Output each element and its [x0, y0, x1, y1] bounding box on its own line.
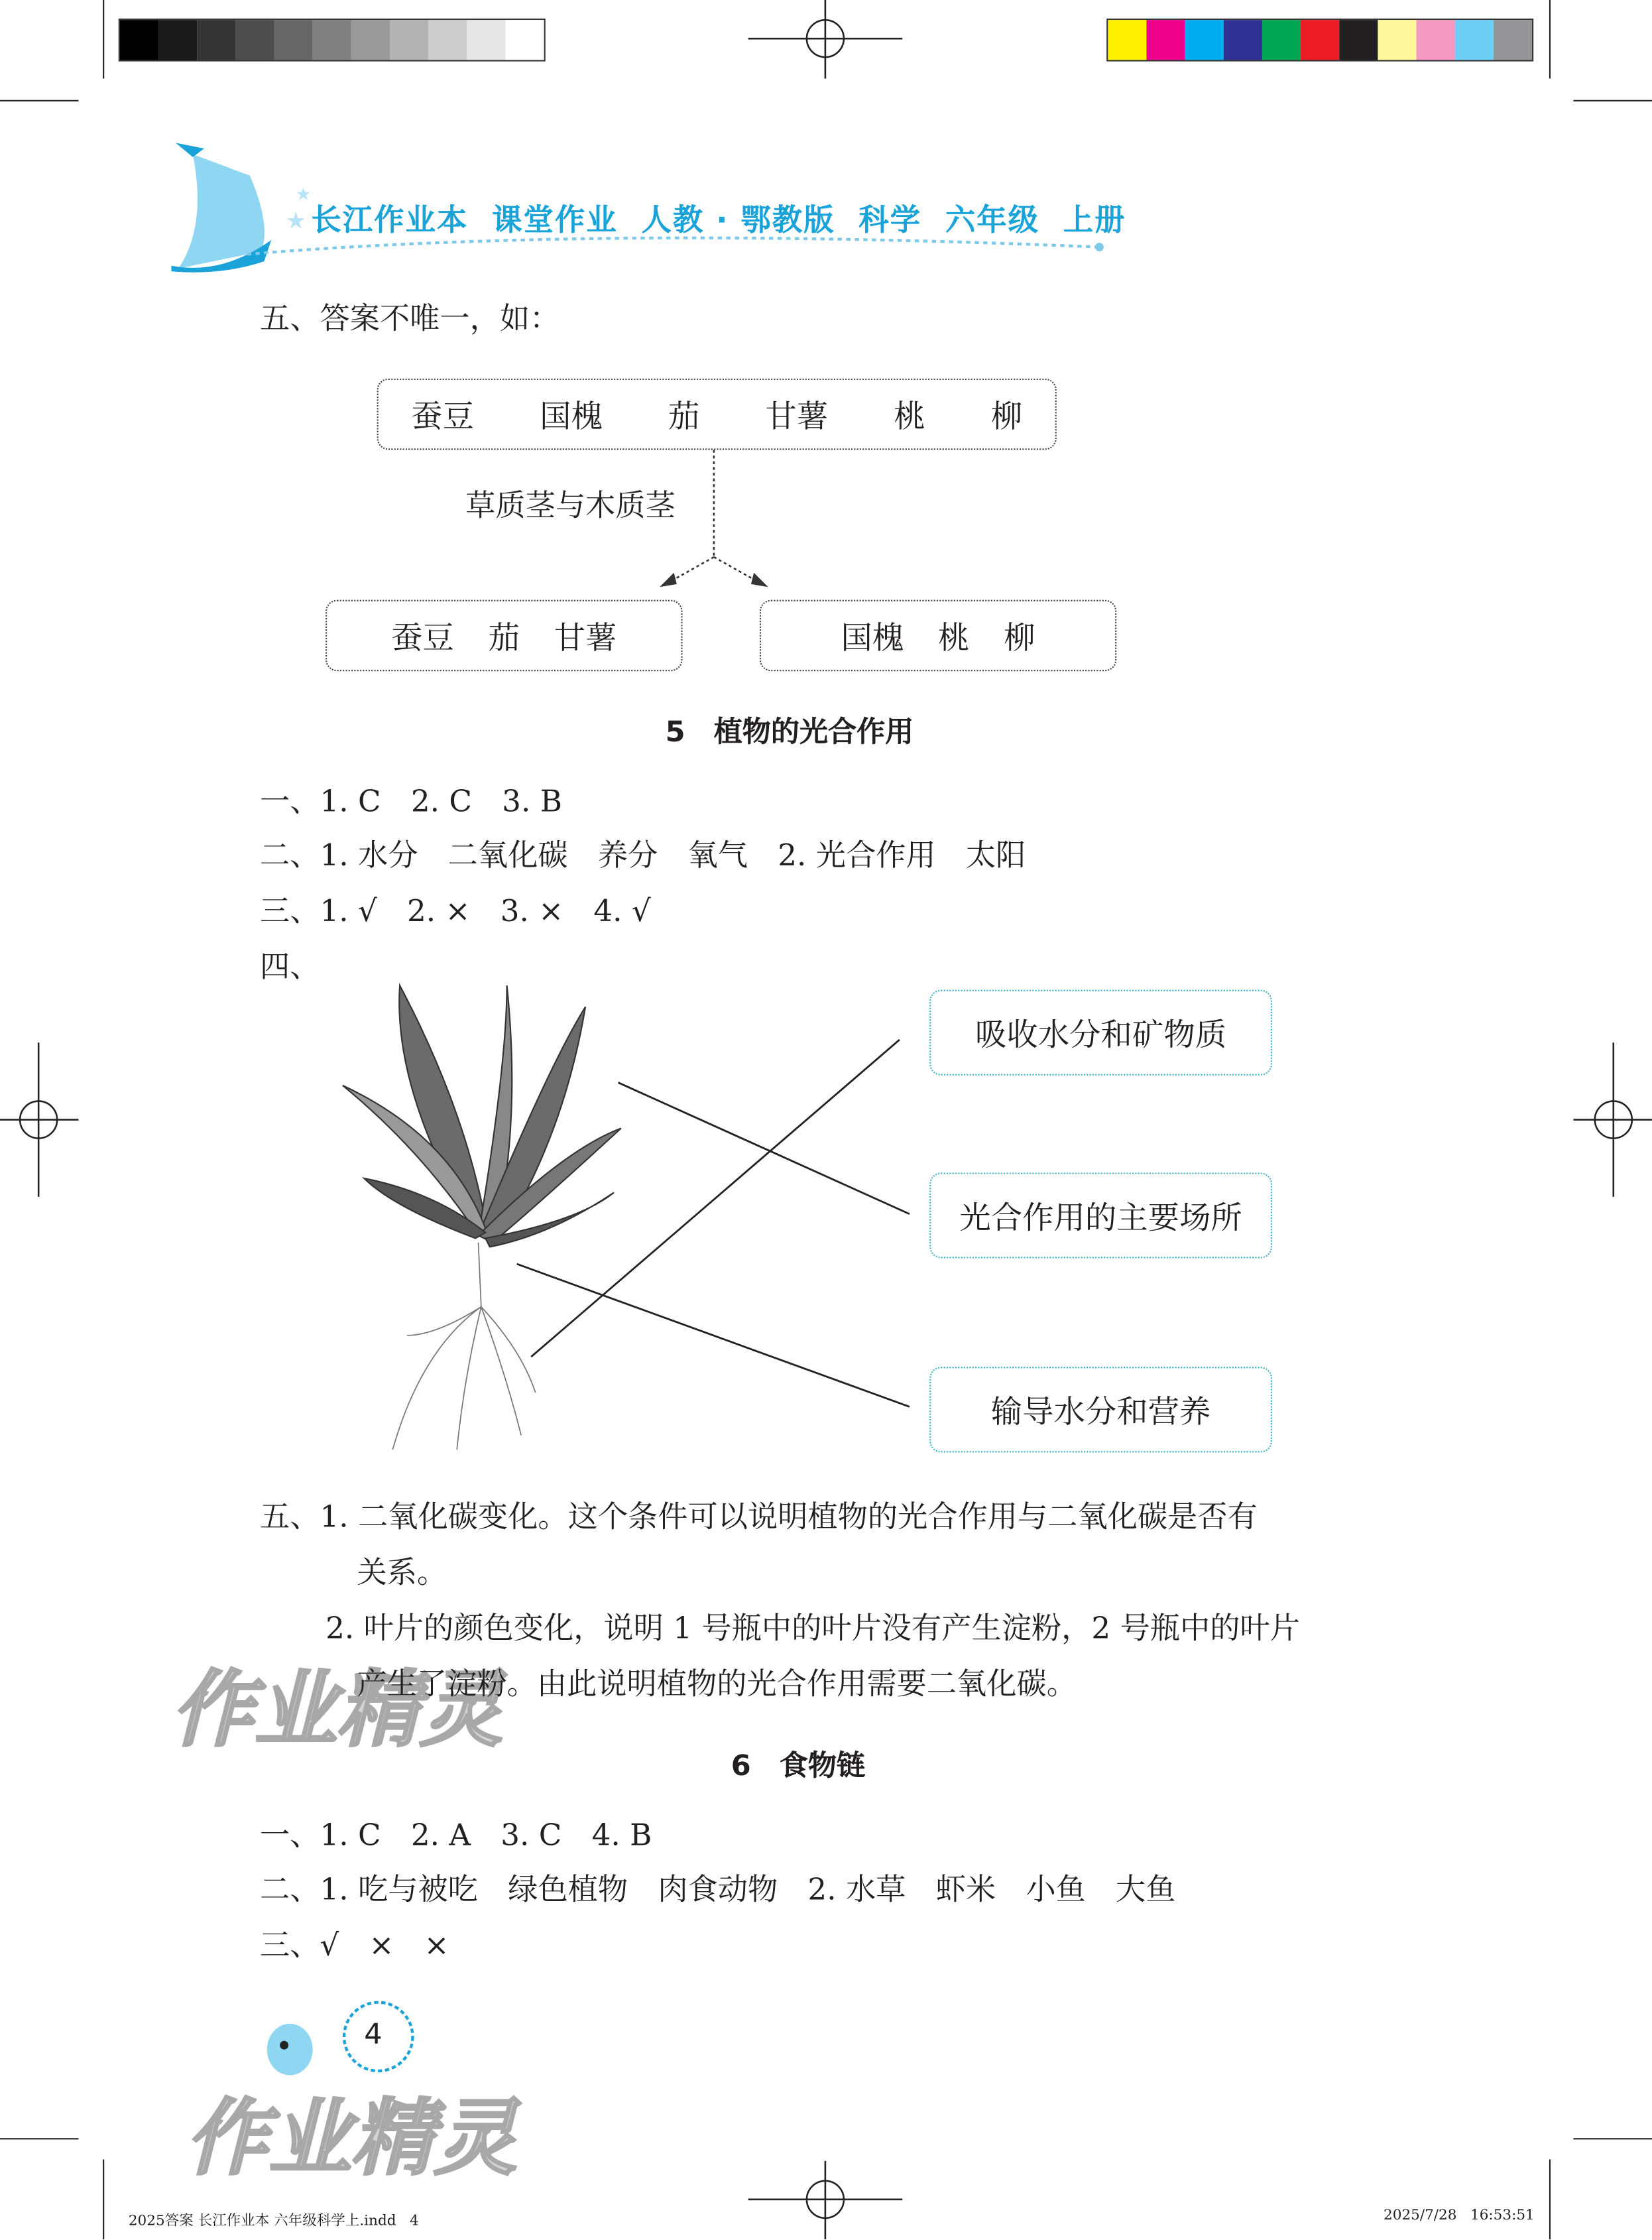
- section-5-title: 5 植物的光合作用: [665, 714, 914, 749]
- answer-line: 四、: [259, 950, 320, 984]
- match-option-root: 吸收水分和矿物质: [929, 990, 1272, 1076]
- answer-line: 五、1. 二氧化碳变化。这个条件可以说明植物的光合作用与二氧化碳是否有: [259, 1499, 1258, 1534]
- watermark: 作业精灵: [185, 2089, 517, 2187]
- plant: 蚕豆: [391, 620, 454, 656]
- answer-line: 二、1. 水分 二氧化碳 养分 氧气 2. 光合作用 太阳: [259, 838, 1026, 873]
- plant: 茄: [668, 399, 700, 435]
- answer-line: 一、1. C 2. C 3. B: [259, 784, 562, 819]
- match-option-leaf: 光合作用的主要场所: [929, 1172, 1272, 1258]
- answer-line: 三、1. √ 2. × 3. × 4. √: [259, 894, 651, 928]
- answer-line: 关系。: [357, 1555, 447, 1590]
- plant: 茄: [488, 620, 520, 656]
- match-option-stem: 输导水分和营养: [929, 1367, 1272, 1452]
- answer-line: 二、1. 吃与被吃 绿色植物 肉食动物 2. 水草 虾米 小鱼 大鱼: [259, 1872, 1176, 1907]
- plant: 柳: [990, 399, 1023, 435]
- criterion-label: 草质茎与木质茎: [465, 488, 676, 523]
- footer-timestamp: 2025/7/28 16:53:51: [1384, 2208, 1535, 2224]
- plant: 桃: [894, 399, 925, 435]
- plant: 甘薯: [765, 399, 829, 435]
- plant: 国槐: [841, 620, 904, 656]
- plant: 柳: [1004, 620, 1035, 656]
- page-number: 4: [364, 2017, 383, 2051]
- answer-line: 一、1. C 2. A 3. C 4. B: [259, 1818, 652, 1853]
- svg-text:★: ★: [285, 208, 306, 235]
- plant: 蚕豆: [411, 399, 475, 435]
- watermark: 作业精灵: [171, 1660, 503, 1759]
- footer-filename: 2025答案 长江作业本 六年级科学上.indd 4: [128, 2213, 419, 2230]
- q5-label: 五、答案不唯一，如：: [259, 301, 560, 336]
- section-6-title: 6 食物链: [731, 1748, 866, 1782]
- plant: 甘薯: [554, 620, 617, 656]
- plant: 桃: [938, 620, 970, 656]
- answer-line: 三、√ × ×: [259, 1928, 449, 1963]
- svg-text:★: ★: [295, 184, 311, 205]
- header-title: 长江作业本 课堂作业 人教 · 鄂教版 科学 六年级 上册: [311, 202, 1126, 237]
- answer-line: 2. 叶片的颜色变化，说明 1 号瓶中的叶片没有产生淀粉，2 号瓶中的叶片: [325, 1611, 1300, 1646]
- answer-line: 产生了淀粉。由此说明植物的光合作用需要二氧化碳。: [357, 1666, 1077, 1702]
- plant: 国槐: [540, 399, 603, 435]
